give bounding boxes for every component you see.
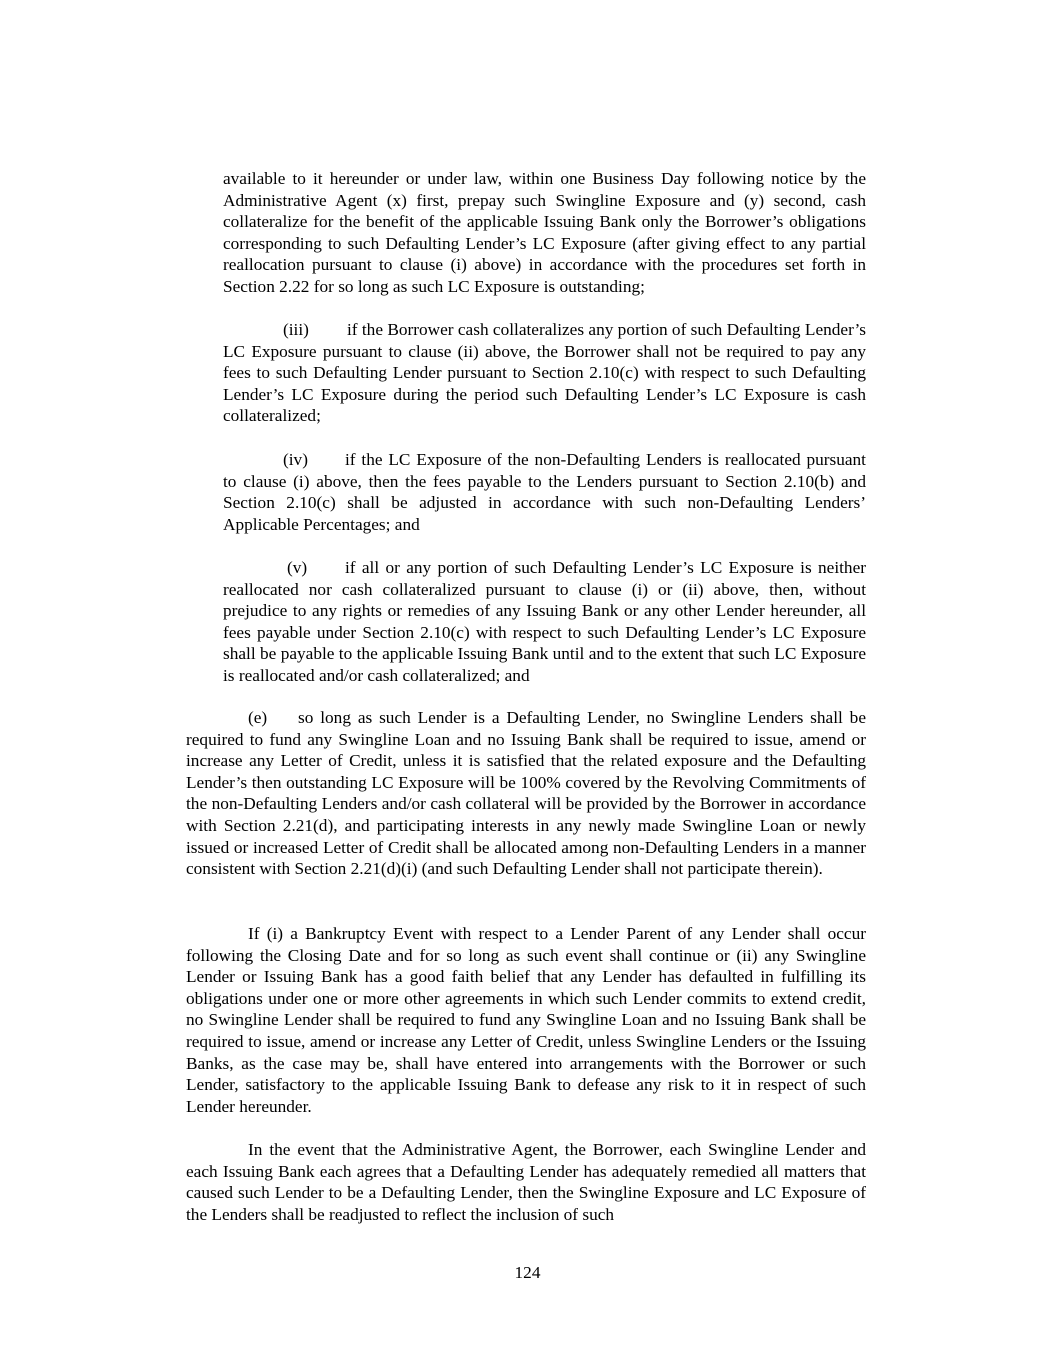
paragraph-remedied-default: In the event that the Administrative Agent, the Borrower, each Swingline Lender and each Issuing Bank each agrees that a Defaulting Lender has adequately remedied all matters that caused such Lender to be a Defaulting Lender, then the Swingline Exposure and LC Exposure of the Lenders shall be readjusted to reflect the inclusion of such xyxy=(186,1140,866,1224)
clause-marker-v: (v) xyxy=(287,558,308,577)
paragraph-clause-iii xyxy=(223,319,866,427)
clause-iv-text: if the LC Exposure of the non-Defaulting Lenders is reallocated pursuant to clause (i) above, then the fees payable to the Lenders pursuant to Section 2.10(b) and Section 2.10(c) shall be adjusted in accordance with such non-Defaulting Lenders’ Applicable Percentages; and xyxy=(223,450,866,534)
paragraph-clause-v xyxy=(223,557,866,687)
clause-v-text: if all or any portion of such Defaulting Lender’s LC Exposure is neither reallocated nor cash collateralized pursuant to clause (i) or (ii) above, then, without prejudice to any rights or remedies of any Issuing Bank or any other Lender hereunder, all fees payable under Section 2.10(c) with respect to such Defaulting Lender’s LC Exposure shall be payable to the applicable Issuing Bank until and to the extent that such LC Exposure is reallocated and/or cash collateralized; and xyxy=(223,558,866,685)
clause-marker-iii: (iii) xyxy=(283,320,309,339)
paragraph-clause-ii-continued: available to it hereunder or under law, within one Business Day following notice by the Administrative Agent (x) first, prepay such Swingline Exposure and (y) second, cash collateralize for the benefit of the applicable Issuing Bank only the Borrower’s obligations corresponding to such Defaulting Lender’s LC Exposure (after giving effect to any partial reallocation pursuant to clause (i) above) in accordance with the procedures set forth in Section 2.22 for so long as such LC Exposure is outstanding; xyxy=(223,169,866,296)
clause-e-text: so long as such Lender is a Defaulting Lender, no Swingline Lenders shall be required to fund any Swingline Loan and no Issuing Bank shall be required to issue, amend or increase any Letter of Credit, unless it is satisfied that the related exposure and the Defaulting Lender’s then outstanding LC Exposure will be 100% covered by the Revolving Commitments of the non-Defaulting Lenders and/or cash collateral will be provided by the Borrower in accordance with Section 2.21(d), and participating interests in any newly made Swingline Loan or newly issued or increased Letter of Credit shall be allocated among non-Defaulting Lenders in a manner consistent with Section 2.21(d)(i) (and such Defaulting Lender shall not participate therein). xyxy=(186,708,866,879)
clause-marker-e: (e) xyxy=(248,708,268,727)
clause-iii-text: if the Borrower cash collateralizes any portion of such Defaulting Lender’s LC Exposure pursuant to clause (ii) above, the Borrower shall not be required to pay any fees to such Defaulting Lender pursuant to Section 2.10(c) with respect to such Defaulting Lender’s LC Exposure during the period such Defaulting Lender’s LC Exposure is cash collateralized; xyxy=(223,320,866,426)
paragraph-clause-e xyxy=(186,707,866,880)
clause-marker-iv: (iv) xyxy=(283,450,308,469)
paragraph-bankruptcy-event: If (i) a Bankruptcy Event with respect to a Lender Parent of any Lender shall occur following the Closing Date and for so long as such event shall continue or (ii) any Swingline Lender or Issuing Bank has a good faith belief that any Lender has defaulted in fulfilling its obligations under one or more other agreements in which such Lender commits to extend credit, no Swingline Lender shall be required to fund any Swingline Loan and no Issuing Bank shall be required to issue, amend or increase any Letter of Credit, unless Swingline Lenders or the Issuing Banks, as the case may be, shall have entered into arrangements with the Borrower or such Lender, satisfactory to the applicable Issuing Bank to defease any risk to it in respect of such Lender hereunder. xyxy=(186,924,866,1116)
paragraph-clause-iv xyxy=(223,449,866,535)
page-number: 124 xyxy=(514,1263,541,1282)
